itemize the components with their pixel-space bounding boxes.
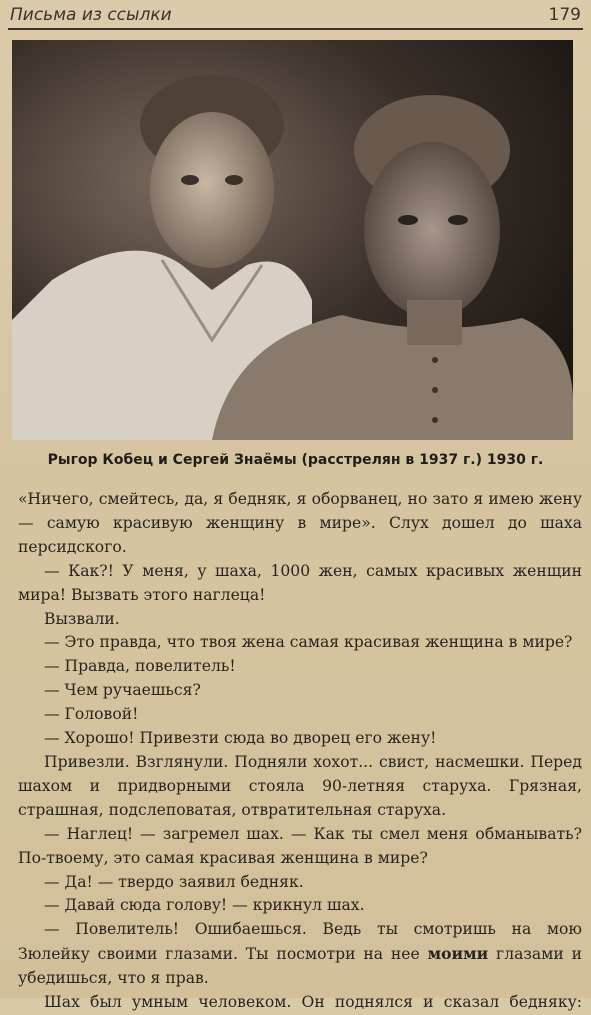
- paragraph: — Это правда, что твоя жена самая красивая женщина в мире?: [44, 633, 573, 652]
- emphasis-text: моими: [427, 944, 489, 964]
- paragraph: — Головой!: [44, 705, 139, 724]
- running-title: Письма из ссылки: [10, 5, 172, 25]
- running-header: [8, 4, 583, 30]
- paragraph: — Правда, повелитель!: [44, 657, 236, 676]
- paragraph: — Как?! У меня, у шаха, 1000 жен, самых красивых женщин мира! Вызвать этого наглеца!: [18, 561, 582, 604]
- paragraph: Вызвали.: [44, 609, 120, 628]
- portrait-photo-drawing: [12, 40, 573, 440]
- paragraph-text: — Повелитель! Ошибаешься. Ведь ты смотришь на мою Зюлейку своими глазами. Ты посмотри на нее: [18, 920, 582, 964]
- paragraph: Привезли. Взглянули. Подняли хохот... свист, насмешки. Перед шахом и придворными стояла 90-летняя старуха. Грязная, страшная, подслеповатая, отвратительная старуха.: [18, 752, 582, 819]
- paragraph: «Ничего, смейтесь, да, я бедняк, я оборванец, но зато я имею жену — самую красивую женщину в мире». Слух дошел до шаха персидского.: [18, 490, 582, 556]
- paragraph: — Чем ручаешься?: [44, 681, 201, 700]
- body-text: [18, 488, 582, 1015]
- paragraph-text: глазами и убедишься, что я прав.: [18, 945, 582, 988]
- paragraph: [18, 918, 582, 991]
- paragraph: Шах был умным человеком. Он поднялся и сказал бедняку:: [44, 993, 582, 1012]
- paragraph: — Наглец! — загремел шах. — Как ты смел меня обманывать? По-твоему, это самая красивая женщина в мире?: [18, 824, 582, 867]
- paragraph: — Да! — твердо заявил бедняк.: [44, 872, 304, 891]
- paragraph: — Давай сюда голову! — крикнул шах.: [44, 896, 365, 915]
- page-number: 179: [548, 5, 581, 25]
- paragraph: — Хорошо! Привезти сюда во дворец его жену!: [44, 729, 437, 748]
- photo-caption: Рыгор Кобец и Сергей Знаёмы (расстрелян в 1937 г.) 1930 г.: [47, 452, 544, 468]
- portrait-photo: [12, 40, 573, 440]
